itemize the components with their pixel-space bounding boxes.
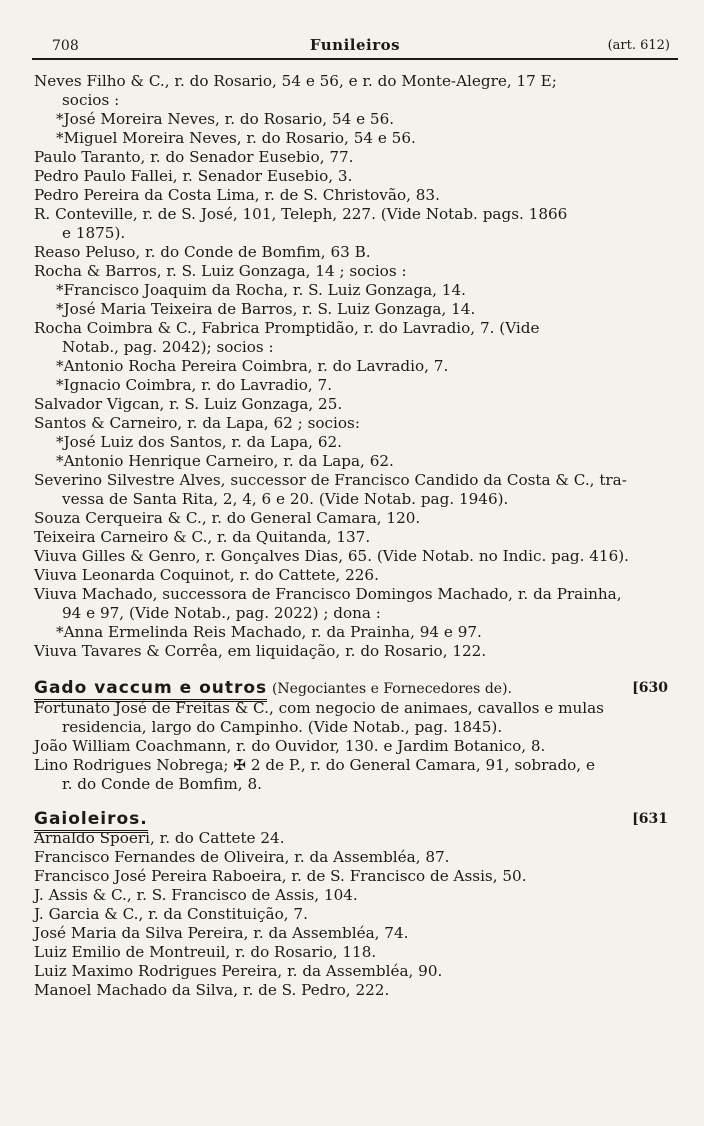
directory-entry: Rocha & Barros, r. S. Luiz Gonzaga, 14 ; socios : [34, 262, 407, 280]
directory-entry: J. Assis & C., r. S. Francisco de Assis, 104. [34, 886, 358, 904]
page-content [34, 72, 674, 1000]
directory-entry: Viuva Machado, successora de Francisco Domingos Machado, r. da Prainha, [34, 585, 622, 603]
directory-entry: *Ignacio Coimbra, r. do Lavradio, 7. [56, 376, 333, 394]
section-heading-gado [34, 679, 674, 699]
directory-entry: Francisco José Pereira Raboeira, r. de S. Francisco de Assis, 50. [34, 867, 527, 885]
directory-entry: João William Coachmann, r. do Ouvidor, 130. e Jardim Botanico, 8. [34, 737, 546, 755]
directory-entry: *José Moreira Neves, r. do Rosario, 54 e 56. [56, 110, 395, 128]
directory-entry: socios : [62, 91, 120, 109]
section-title: Gaioleiros. [34, 809, 148, 833]
directory-entry: Paulo Taranto, r. do Senador Eusebio, 77. [34, 148, 354, 166]
directory-entry: Viuva Tavares & Corrêa, em liquidação, r. do Rosario, 122. [34, 642, 487, 660]
page-number: 708 [52, 38, 79, 54]
directory-entry: *Anna Ermelinda Reis Machado, r. da Prainha, 94 e 97. [56, 623, 482, 641]
directory-entry: r. do Conde de Bomfim, 8. [62, 775, 262, 793]
directory-entry: vessa de Santa Rita, 2, 4, 6 e 20. (Vide Notab. pag. 1946). [62, 490, 509, 508]
directory-entry: Viuva Leonarda Coquinot, r. do Cattete, 226. [34, 566, 379, 584]
directory-entry: Santos & Carneiro, r. da Lapa, 62 ; socios: [34, 414, 360, 432]
directory-entry: Pedro Pereira da Costa Lima, r. de S. Christovão, 83. [34, 186, 440, 204]
section-note: (Negociantes e Fornecedores de). [271, 681, 512, 697]
gaioleiros-list [34, 829, 674, 1000]
directory-entry: Notab., pag. 2042); socios : [62, 338, 274, 356]
directory-entry: *Antonio Rocha Pereira Coimbra, r. do Lavradio, 7. [56, 357, 449, 375]
directory-entry: Viuva Gilles & Genro, r. Gonçalves Dias, 65. (Vide Notab. no Indic. pag. 416). [34, 547, 630, 565]
directory-entry: Manoel Machado da Silva, r. de S. Pedro, 222. [34, 981, 390, 999]
directory-entry: Pedro Paulo Fallei, r. Senador Eusebio, 3. [34, 167, 353, 185]
page-title: Funileiros [309, 36, 401, 54]
directory-entry: *Francisco Joaquim da Rocha, r. S. Luiz Gonzaga, 14. [56, 281, 466, 299]
directory-entry: Arnaldo Spoeri, r. do Cattete 24. [34, 829, 285, 847]
gado-list [34, 699, 674, 794]
directory-entry: Luiz Maximo Rodrigues Pereira, r. da Assembléa, 90. [34, 962, 443, 980]
directory-entry: Souza Cerqueira & C., r. do General Camara, 120. [34, 509, 421, 527]
directory-entry: Teixeira Carneiro & C., r. da Quitanda, 137. [34, 528, 371, 546]
directory-entry: Rocha Coimbra & C., Fabrica Promptidão, r. do Lavradio, 7. (Vide [34, 319, 540, 337]
article-reference: (art. 612) [607, 38, 670, 53]
directory-entry: 94 e 97, (Vide Notab., pag. 2022) ; dona : [62, 604, 381, 622]
directory-entry: Salvador Vigcan, r. S. Luiz Gonzaga, 25. [34, 395, 343, 413]
directory-entry: *José Luiz dos Santos, r. da Lapa, 62. [56, 433, 342, 451]
directory-entry: Neves Filho & C., r. do Rosario, 54 e 56, e r. do Monte-Alegre, 17 E; [34, 72, 557, 90]
directory-entry: Reaso Peluso, r. do Conde de Bomfim, 63 B. [34, 243, 371, 261]
directory-entry: R. Conteville, r. de S. José, 101, Teleph, 227. (Vide Notab. pags. 1866 [34, 205, 568, 223]
section-heading-gaioleiros [34, 810, 674, 829]
section-ref: [630 [632, 680, 668, 696]
directory-entry: Lino Rodrigues Nobrega; ✠ 2 de P., r. do General Camara, 91, sobrado, e [34, 756, 595, 774]
section-ref: [631 [632, 811, 668, 827]
directory-entry: Luiz Emilio de Montreuil, r. do Rosario, 118. [34, 943, 377, 961]
directory-entry: residencia, largo do Campinho. (Vide Notab., pag. 1845). [62, 718, 503, 736]
directory-entry: *Antonio Henrique Carneiro, r. da Lapa, 62. [56, 452, 394, 470]
directory-entry: Fortunato José de Freitas & C., com negocio de animaes, cavallos e mulas [34, 699, 604, 717]
directory-entry: *José Maria Teixeira de Barros, r. S. Luiz Gonzaga, 14. [56, 300, 476, 318]
directory-entry: José Maria da Silva Pereira, r. da Assembléa, 74. [34, 924, 409, 942]
section-spacer [34, 661, 674, 679]
directory-entry: *Miguel Moreira Neves, r. do Rosario, 54 e 56. [56, 129, 416, 147]
section-spacer [34, 794, 674, 810]
directory-entry: e 1875). [62, 224, 126, 242]
funileiros-list [34, 72, 674, 661]
directory-entry: Severino Silvestre Alves, successor de Francisco Candido da Costa & C., tra- [34, 471, 627, 489]
directory-entry: J. Garcia & C., r. da Constituição, 7. [34, 905, 308, 923]
page-header [32, 36, 678, 60]
directory-entry: Francisco Fernandes de Oliveira, r. da Assembléa, 87. [34, 848, 450, 866]
section-title: Gado vaccum e outros [34, 678, 267, 702]
